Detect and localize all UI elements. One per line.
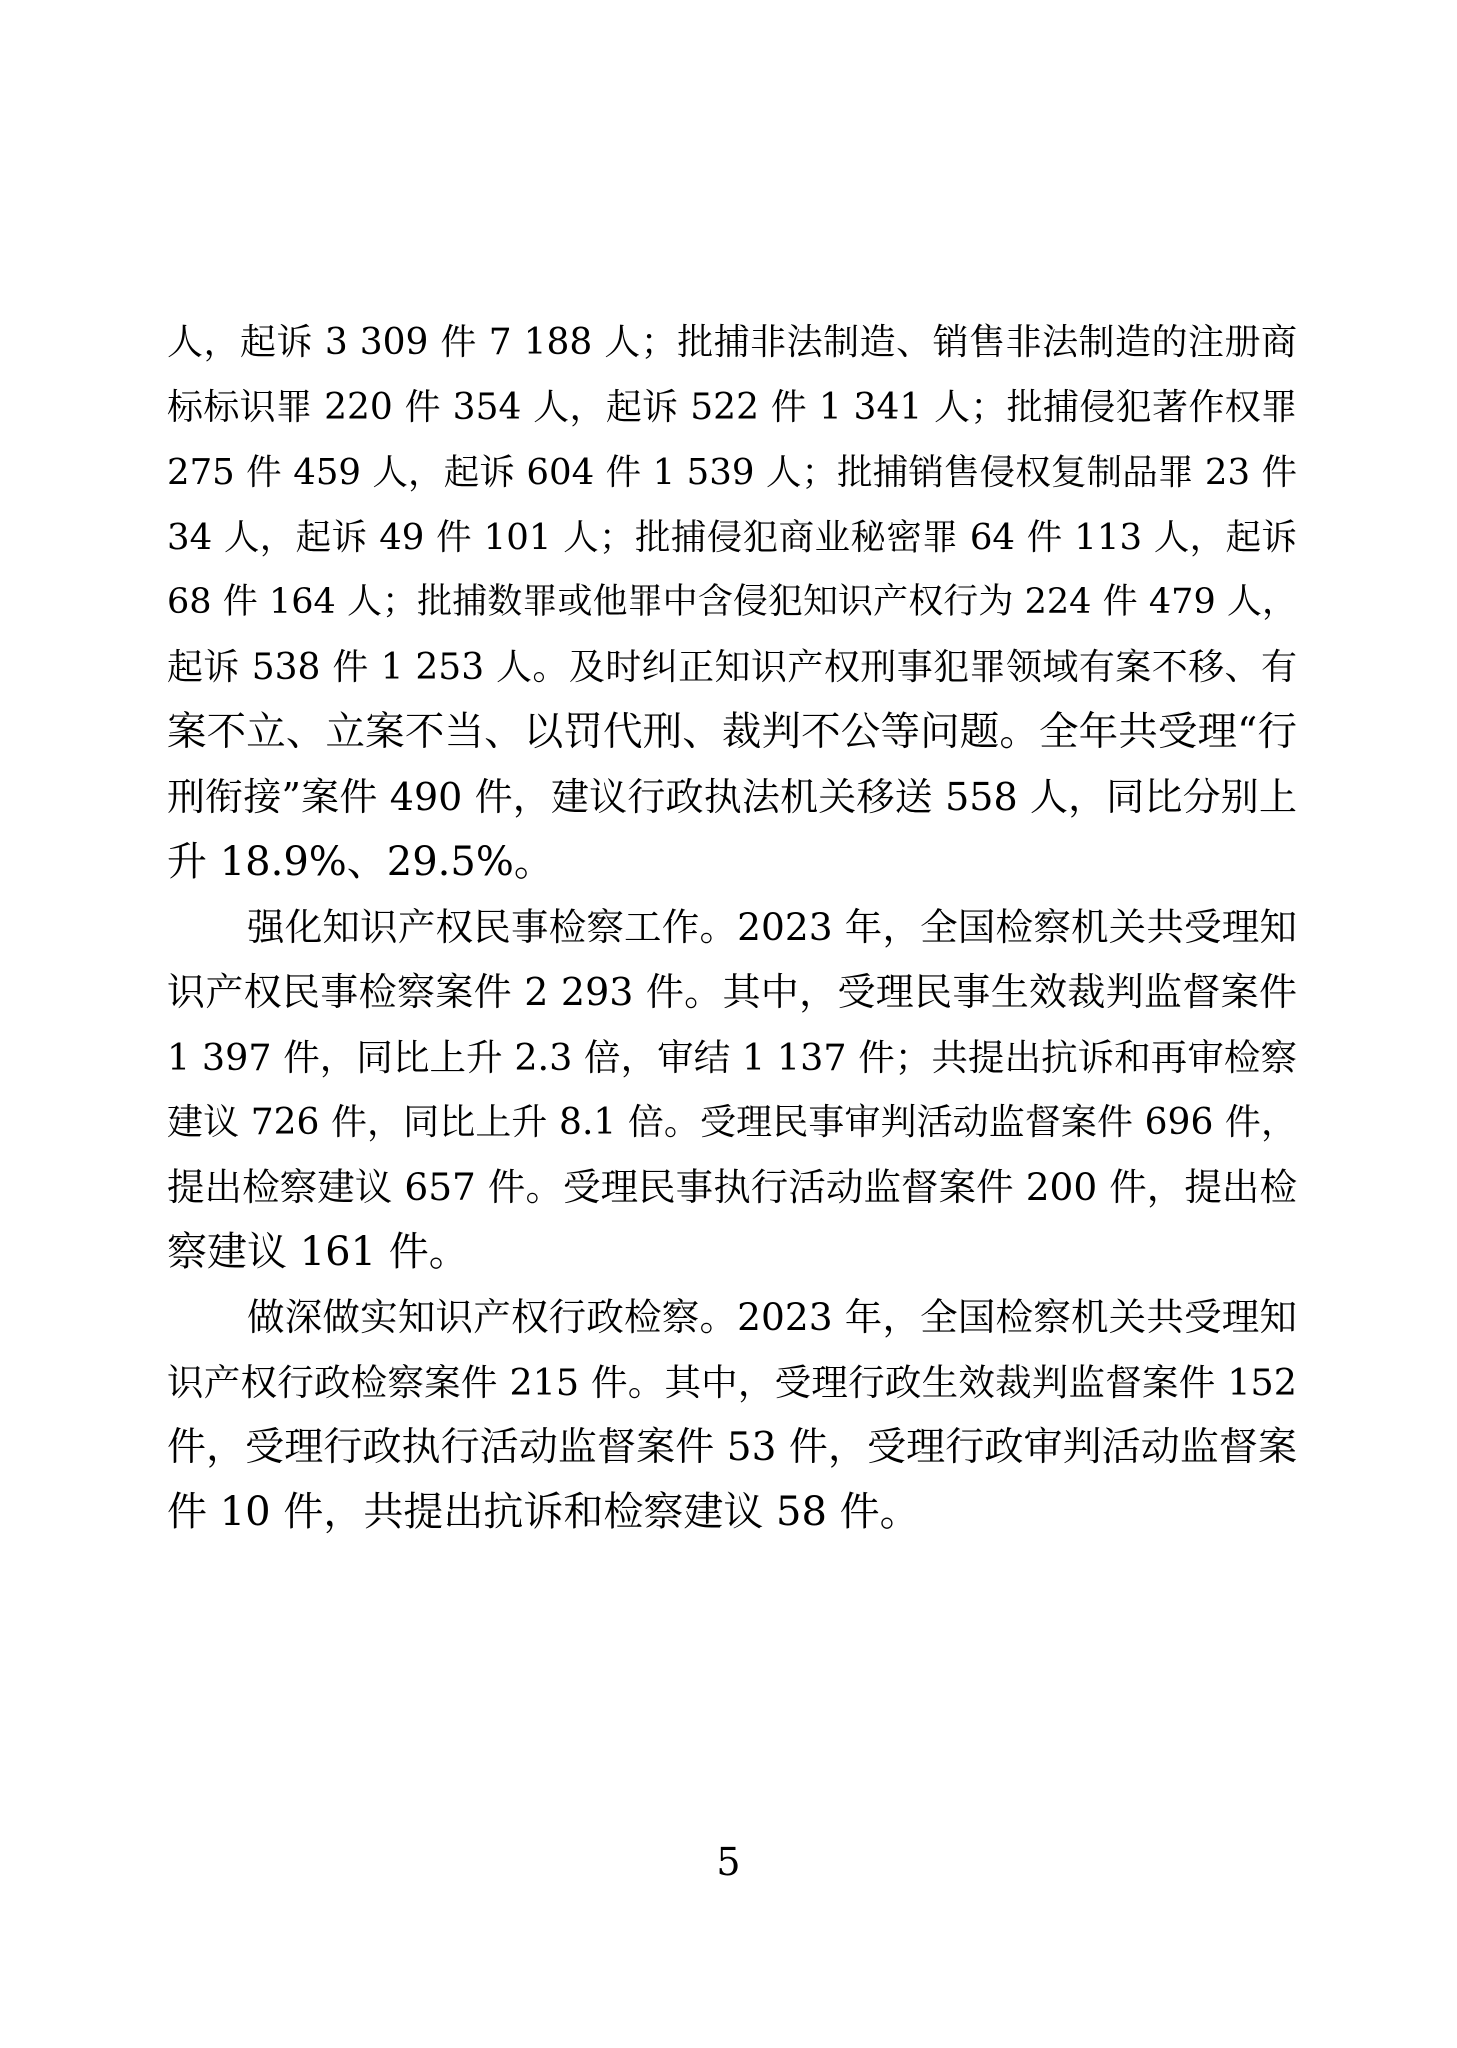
text-line: 件 10 件，共提出抗诉和检察建议 58 件。 (167, 1489, 920, 1535)
text-line: 识产权行政检察案件 215 件。其中，受理行政生效裁判监督案件 152 (167, 1361, 1297, 1404)
text-line: 做深做实知识产权行政检察。2023 年，全国检察机关共受理知 (247, 1295, 1297, 1339)
text-line: 275 件 459 人，起诉 604 件 1 539 人；批捕销售侵权复制品罪 23 件 (167, 452, 1297, 493)
text-line: 察建议 161 件。 (167, 1229, 469, 1275)
text-line: 人，起诉 3 309 件 7 188 人；批捕非法制造、销售非法制造的注册商 (167, 322, 1297, 363)
text-line: 提出检察建议 657 件。受理民事执行活动监督案件 200 件，提出检 (167, 1165, 1297, 1209)
page-number: 5 (716, 1840, 741, 1884)
text-line: 建议 726 件，同比上升 8.1 倍。受理民事审判活动监督案件 696 件， (167, 1102, 1297, 1143)
text-line: 识产权民事检察案件 2 293 件。其中，受理民事生效裁判监督案件 (167, 970, 1297, 1014)
text-line: 68 件 164 人；批捕数罪或他罪中含侵犯知识产权行为 224 件 479 人， (167, 582, 1297, 622)
text-line: 34 人，起诉 49 件 101 人；批捕侵犯商业秘密罪 64 件 113 人，起诉 (167, 517, 1297, 558)
text-line: 刑衔接”案件 490 件，建议行政执法机关移送 558 人，同比分别上 (167, 775, 1297, 819)
text-line: 1 397 件，同比上升 2.3 倍，审结 1 137 件；共提出抗诉和再审检察 (167, 1036, 1297, 1079)
text-line: 强化知识产权民事检察工作。2023 年，全国检察机关共受理知 (247, 905, 1297, 949)
text-line: 起诉 538 件 1 253 人。及时纠正知识产权刑事犯罪领域有案不移、有 (167, 647, 1297, 688)
paragraph-civil-procuratorial (167, 895, 1297, 1285)
paragraph-administrative-procuratorial (167, 1285, 1297, 1545)
document-body (167, 310, 1297, 1545)
text-line: 件，受理行政执行活动监督案件 53 件，受理行政审判活动监督案 (167, 1425, 1297, 1470)
text-line: 升 18.9%、29.5%。 (167, 839, 554, 885)
paragraph-criminal-ip (167, 310, 1297, 895)
text-line: 标标识罪 220 件 354 人，起诉 522 件 1 341 人；批捕侵犯著作权罪 (167, 387, 1297, 428)
text-line: 案不立、立案不当、以罚代刑、裁判不公等问题。全年共受理“行 (167, 709, 1297, 755)
